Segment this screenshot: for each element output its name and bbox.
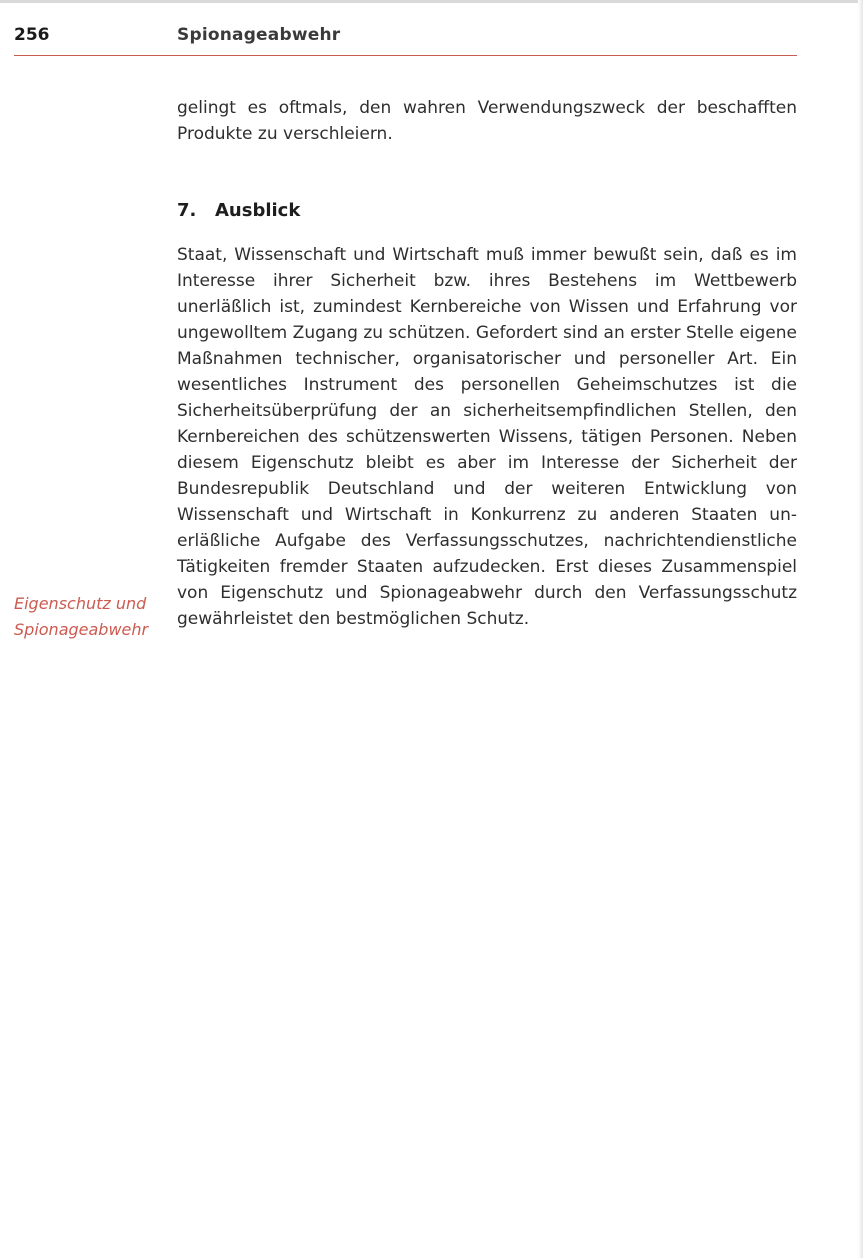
paragraph-continued: gelingt es oftmals, den wahren Verwendungszweck der beschafften Produkte zu verschleiern. [177, 98, 797, 144]
marginal-note-line-2: Spionageabwehr [14, 620, 149, 639]
scan-edge-top [0, 0, 863, 3]
page-header [14, 23, 797, 56]
running-title: Spionageabwehr [177, 25, 341, 45]
section-title: Ausblick [215, 200, 301, 221]
section-heading [177, 200, 300, 221]
scan-edge-right [858, 0, 863, 1258]
page-number: 256 [14, 25, 50, 45]
marginal-note [14, 591, 164, 643]
section-number: 7. [177, 200, 197, 221]
paragraph-main: Staat, Wissenschaft und Wirtschaft muß immer bewußt sein, daß es im Interesse ihrer Sicherheit bzw. ihres Bestehens im Wettbewerb unerläßlich ist, zumindest Kernbereiche von Wissen und Erfahrung vor ungewolltem Zugang zu schützen. Gefordert sind an erster Stelle eigene Maßnahmen technischer, organisatorischer und personeller Art. Ein wesentliches Instrument des personellen Geheimschutzes ist die Sicherheitsüberprüfung der an sicherheitsempfindlichen Stellen, den Kernbereichen des schützenswerten Wissens, tätigen Personen. Neben diesem Eigenschutz bleibt es aber im Interesse der Sicherheit der Bundesrepublik Deutschland und der weiteren Entwicklung von Wissenschaft und Wirtschaft in Konkurrenz zu anderen Staaten unerläßliche Aufgabe des Verfassungsschutzes, nachrichtendienstliche Tätigkeiten fremder Staaten aufzudecken. Erst dieses Zusammenspiel von Eigenschutz und Spionageabwehr durch den Verfassungsschutz gewährleistet den bestmöglichen Schutz. [177, 245, 797, 629]
marginal-note-line-1: Eigenschutz und [14, 594, 147, 613]
